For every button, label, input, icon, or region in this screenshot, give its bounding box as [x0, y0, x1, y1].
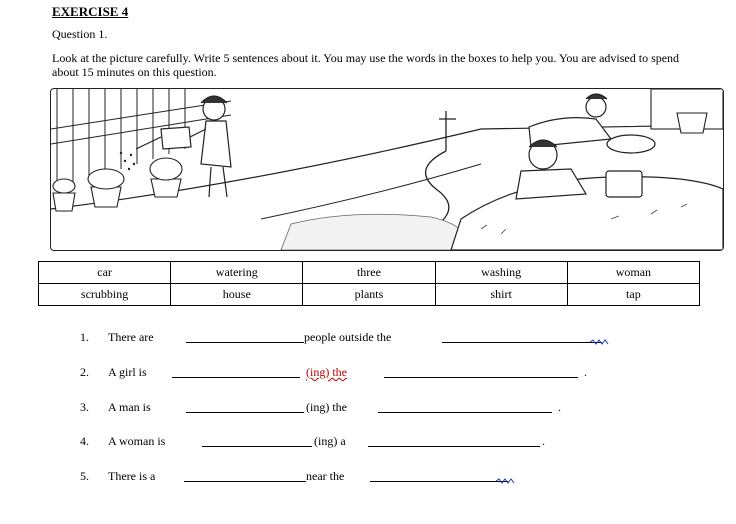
- sentence-text: (ing) the: [306, 365, 347, 379]
- word-cell: shirt: [435, 284, 567, 306]
- sentence-number: 4.: [80, 434, 89, 448]
- sentence-text: A man is: [108, 400, 151, 414]
- sentence-text: There is a: [108, 469, 156, 483]
- answer-blank[interactable]: [442, 342, 602, 343]
- answer-blank[interactable]: [202, 446, 312, 447]
- word-row: [39, 284, 700, 306]
- question-label: Question 1.: [52, 27, 108, 41]
- word-cell: woman: [567, 262, 699, 284]
- sentence-2: [80, 365, 640, 381]
- sentence-text: A girl is: [108, 365, 147, 379]
- sentence-text: near the: [306, 469, 345, 483]
- sentence-5: [80, 469, 640, 485]
- answer-blank[interactable]: [184, 481, 306, 482]
- answer-blank[interactable]: [172, 377, 300, 378]
- sentence-text: A woman is: [108, 434, 166, 448]
- answer-blank[interactable]: [368, 446, 540, 447]
- sentence-text: people outside the: [304, 330, 392, 344]
- word-cell: three: [303, 262, 435, 284]
- word-cell: washing: [435, 262, 567, 284]
- instructions: Look at the picture carefully. Write 5 sentences about it. You may use the words in the boxes to help you. You are advised to spend about 15 minutes on this question.: [52, 51, 680, 79]
- exercise-title: EXERCISE 4: [52, 4, 129, 19]
- illustration: [50, 88, 724, 251]
- sentence-number: 3.: [80, 400, 89, 414]
- sentence-text: .: [584, 365, 587, 379]
- sentence-1: [80, 330, 640, 346]
- word-cell: car: [39, 262, 171, 284]
- sentence-text: There are: [108, 330, 154, 344]
- sentence-number: 5.: [80, 469, 89, 483]
- word-row: [39, 262, 700, 284]
- answer-blank[interactable]: [370, 481, 508, 482]
- word-cell: tap: [567, 284, 699, 306]
- word-cell: house: [171, 284, 303, 306]
- word-cell: scrubbing: [39, 284, 171, 306]
- answer-blank[interactable]: [186, 342, 304, 343]
- grammar-squiggle: [496, 478, 516, 484]
- sentence-number: 1.: [80, 330, 89, 344]
- garden-scene-drawing: [51, 89, 723, 250]
- answer-blank[interactable]: [384, 377, 578, 378]
- grammar-squiggle: [590, 339, 610, 345]
- sentence-text: .: [558, 400, 561, 414]
- sentence-text: (ing) a: [314, 434, 346, 448]
- sentence-text: (ing) the: [306, 400, 347, 414]
- answer-blank[interactable]: [378, 412, 552, 413]
- word-box-table: [38, 261, 700, 306]
- sentence-number: 2.: [80, 365, 89, 379]
- sentence-4: [80, 434, 640, 450]
- answer-blank[interactable]: [186, 412, 304, 413]
- word-cell: plants: [303, 284, 435, 306]
- sentence-3: [80, 400, 640, 416]
- sentence-text: .: [542, 434, 545, 448]
- word-cell: watering: [171, 262, 303, 284]
